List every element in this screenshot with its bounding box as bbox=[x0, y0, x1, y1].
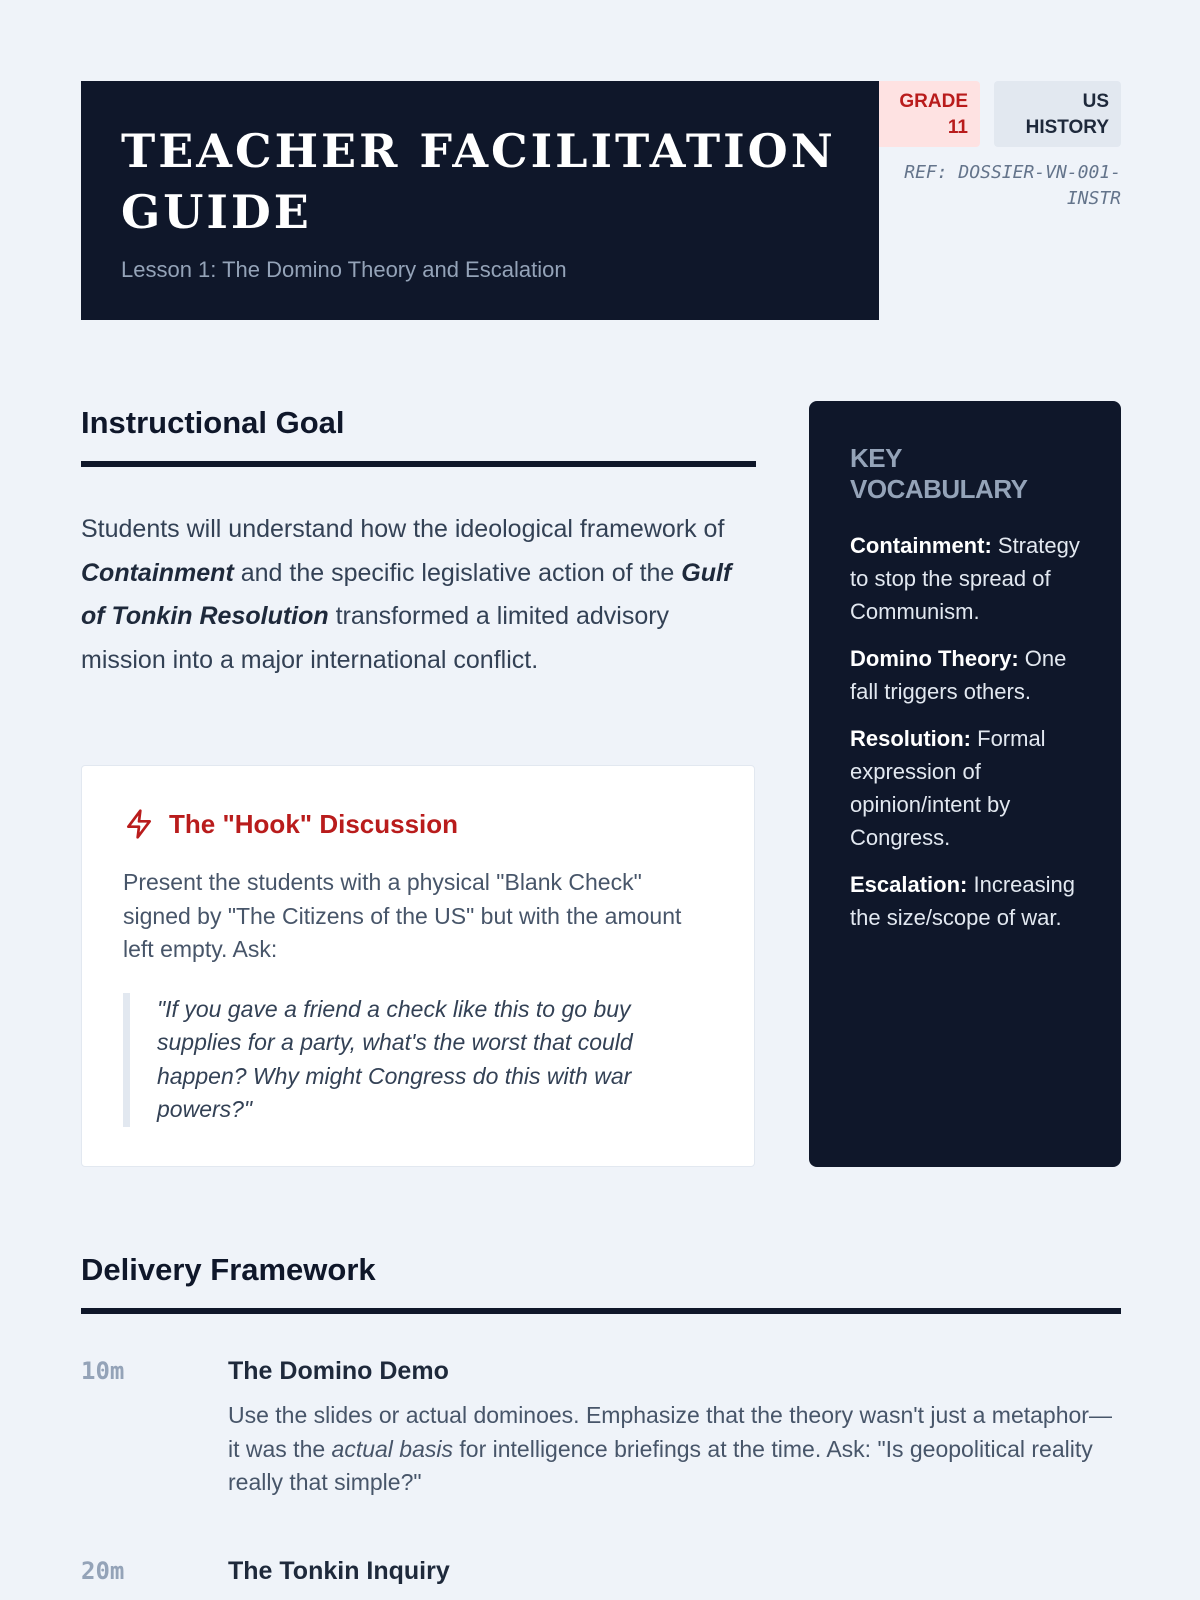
delivery-divider bbox=[81, 1308, 1121, 1314]
grade-badge: GRADE 11 bbox=[879, 81, 980, 147]
goal-paragraph bbox=[81, 508, 741, 682]
step-description bbox=[228, 1399, 1118, 1500]
hook-instructions: Present the students with a physical "Blank Check" signed by "The Citizens of the US" but with the amount left empty. Ask: bbox=[123, 869, 682, 962]
vocab-item bbox=[850, 868, 1083, 934]
hook-quote: "If you gave a friend a check like this to go buy supplies for a party, what's the worst that could happen? Why might Congress do this with war powers?" bbox=[123, 993, 693, 1127]
goal-divider bbox=[81, 461, 756, 467]
vocab-item bbox=[850, 529, 1083, 628]
vocabulary-title: KEY VOCABULARY bbox=[850, 443, 1028, 504]
step-title: The Tonkin Inquiry bbox=[228, 1557, 450, 1585]
goal-text-part: Students will understand how the ideological framework of bbox=[81, 515, 725, 543]
subject-badge: US HISTORY bbox=[994, 81, 1121, 147]
hook-card bbox=[81, 765, 755, 1167]
delivery-step bbox=[81, 1357, 1121, 1507]
step-emphasis: actual basis bbox=[331, 1435, 454, 1462]
step-text-part: Use the slides or actual dominoes. Emphasize that the theory wasn't just a metaphor—it was the bbox=[228, 1402, 1112, 1462]
goal-text-part: and the specific legislative action of the bbox=[233, 558, 682, 587]
step-duration: 10m bbox=[81, 1357, 125, 1385]
delivery-step bbox=[81, 1557, 1121, 1597]
vocab-definition: Formal expression of opinion/intent by Congress. bbox=[850, 726, 1046, 850]
hook-title: The "Hook" Discussion bbox=[169, 808, 459, 839]
vocab-definition: Increasing the size/scope of war. bbox=[850, 872, 1076, 930]
step-text-part: for intelligence briefings at the time. Ask: "Is geopolitical reality really that simple?" bbox=[228, 1435, 1093, 1495]
header-banner bbox=[81, 81, 879, 320]
lightning-icon bbox=[123, 808, 155, 840]
goal-text-part: transformed a limited advisory mission into a major international conflict. bbox=[81, 602, 670, 674]
page-title: TEACHER FACILITATION GUIDE bbox=[121, 124, 836, 239]
vocab-item bbox=[850, 722, 1083, 854]
delivery-heading: Delivery Framework bbox=[81, 1252, 376, 1287]
step-duration: 20m bbox=[81, 1557, 125, 1585]
vocab-definition: One fall triggers others. bbox=[850, 646, 1067, 704]
hook-title-row bbox=[123, 808, 714, 840]
goal-heading: Instructional Goal bbox=[81, 405, 345, 440]
reference-code: REF: DOSSIER-VN-001-INSTR bbox=[904, 162, 1121, 209]
step-title: The Domino Demo bbox=[228, 1357, 449, 1385]
vocab-term: Escalation: bbox=[850, 872, 968, 897]
vocab-item bbox=[850, 642, 1083, 708]
vocab-term: Domino Theory: bbox=[850, 646, 1019, 671]
vocabulary-panel bbox=[809, 401, 1121, 1167]
goal-term-tonkin: Gulf of Tonkin Resolution bbox=[81, 558, 732, 630]
goal-term-containment: Containment bbox=[81, 558, 234, 587]
vocab-definition: Strategy to stop the spread of Communism. bbox=[850, 533, 1080, 624]
vocab-term: Resolution: bbox=[850, 726, 971, 751]
vocab-term: Containment: bbox=[850, 533, 992, 558]
lesson-subtitle: Lesson 1: The Domino Theory and Escalation bbox=[121, 257, 567, 282]
